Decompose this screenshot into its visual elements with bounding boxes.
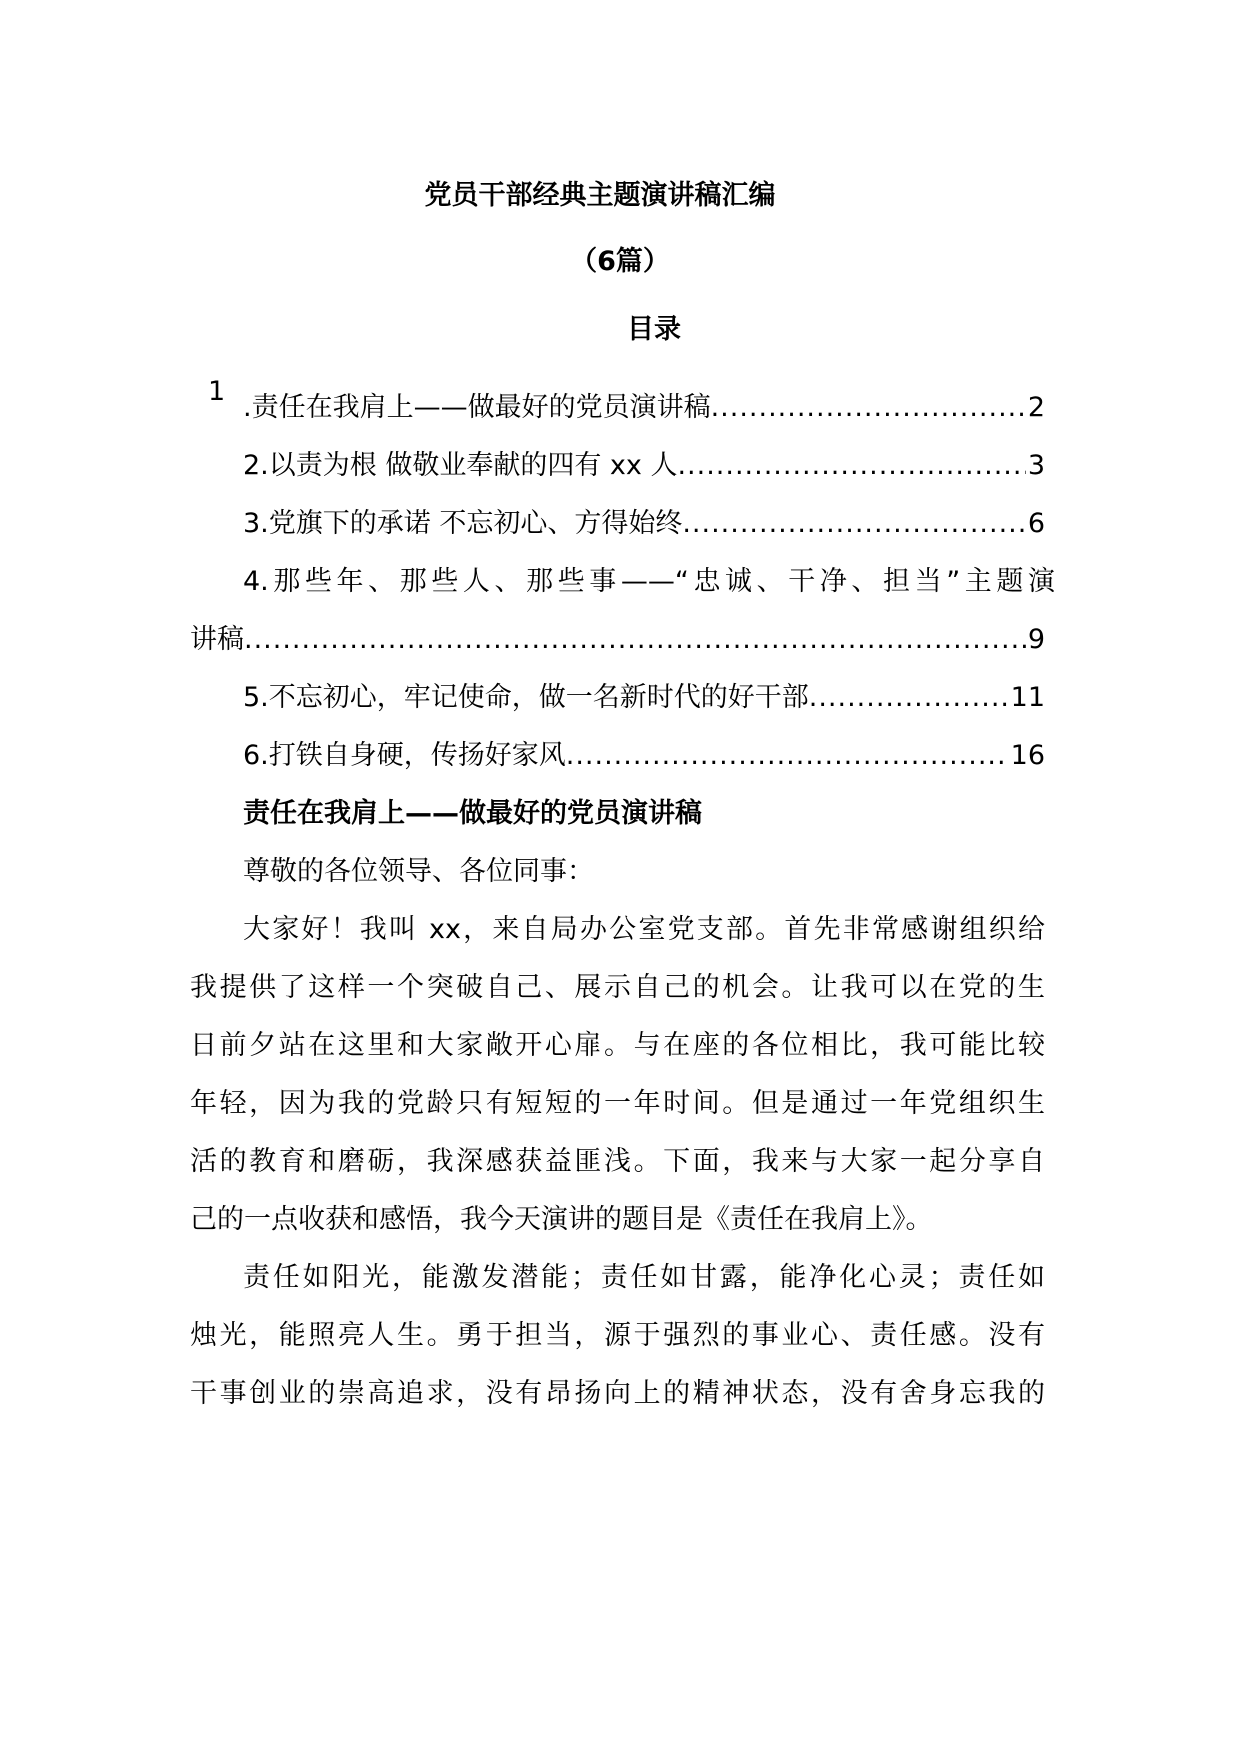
paragraph-line: 大家好！我叫 xx，来自局办公室党支部。首先非常感谢组织给 <box>243 914 1045 945</box>
toc-entry[interactable] <box>190 386 1045 430</box>
paragraph-line: 活的教育和磨砺，我深感获益匪浅。下面，我来与大家一起分享自 <box>190 1146 1045 1177</box>
salutation: 尊敬的各位领导、各位同事： <box>243 856 594 887</box>
toc-entry-page: 9 <box>1027 624 1045 655</box>
paragraph-line: 责任如阳光，能激发潜能；责任如甘露，能净化心灵；责任如 <box>243 1262 1045 1293</box>
toc-entry-title-line1[interactable]: 4.那些年、那些人、那些事——“忠诚、干净、担当”主题演 <box>243 566 1055 597</box>
toc-entry-title: 2.以责为根 做敬业奉献的四有 xx 人 <box>243 450 678 481</box>
toc-heading: 目录 <box>627 314 681 345</box>
toc-entry-title: 5.不忘初心，牢记使命，做一名新时代的好干部 <box>243 682 809 713</box>
toc-entry-title: 6.打铁自身硬，传扬好家风 <box>243 740 566 771</box>
toc-entry[interactable] <box>190 502 1045 546</box>
toc-entry-title: .责任在我肩上——做最好的党员演讲稿 <box>243 392 711 423</box>
document-subtitle: （6篇） <box>570 246 670 277</box>
paragraph-line: 干事创业的崇高追求，没有昂扬向上的精神状态，没有舍身忘我的 <box>190 1378 1045 1409</box>
paragraph-line: 日前夕站在这里和大家敞开心扉。与在座的各位相比，我可能比较 <box>190 1030 1045 1061</box>
toc-entry-page: 6 <box>1027 508 1045 539</box>
toc-entry-title: 3.党旗下的承诺 不忘初心、方得始终 <box>243 508 683 539</box>
toc-entry[interactable] <box>190 676 1045 720</box>
toc-dot-leader <box>711 386 1026 430</box>
toc-entry[interactable] <box>190 734 1045 778</box>
toc-dot-leader <box>682 502 1025 546</box>
toc-dot-leader <box>566 734 1009 778</box>
paragraph-line: 年轻，因为我的党龄只有短短的一年时间。但是通过一年党组织生 <box>190 1088 1045 1119</box>
paragraph-line: 烛光，能照亮人生。勇于担当，源于强烈的事业心、责任感。没有 <box>190 1320 1045 1351</box>
paragraph-line: 己的一点收获和感悟，我今天演讲的题目是《责任在我肩上》。 <box>190 1204 933 1235</box>
toc-section-number: 1 <box>208 376 226 407</box>
toc-entry-title-line2: 讲稿 <box>190 624 244 655</box>
toc-dot-leader <box>809 676 1009 720</box>
toc-dot-leader <box>677 444 1025 488</box>
toc-entry[interactable] <box>190 444 1045 488</box>
toc-entry-page: 3 <box>1027 450 1045 481</box>
section-heading: 责任在我肩上——做最好的党员演讲稿 <box>243 798 702 829</box>
paragraph-line: 我提供了这样一个突破自己、展示自己的机会。让我可以在党的生 <box>190 972 1045 1003</box>
toc-dot-leader <box>244 618 1026 662</box>
document-title: 党员干部经典主题演讲稿汇编 <box>424 180 776 211</box>
toc-entry-page: 11 <box>1010 682 1045 713</box>
toc-entry[interactable] <box>190 618 1045 662</box>
toc-entry-page: 16 <box>1010 740 1045 771</box>
toc-entry-page: 2 <box>1027 392 1045 423</box>
